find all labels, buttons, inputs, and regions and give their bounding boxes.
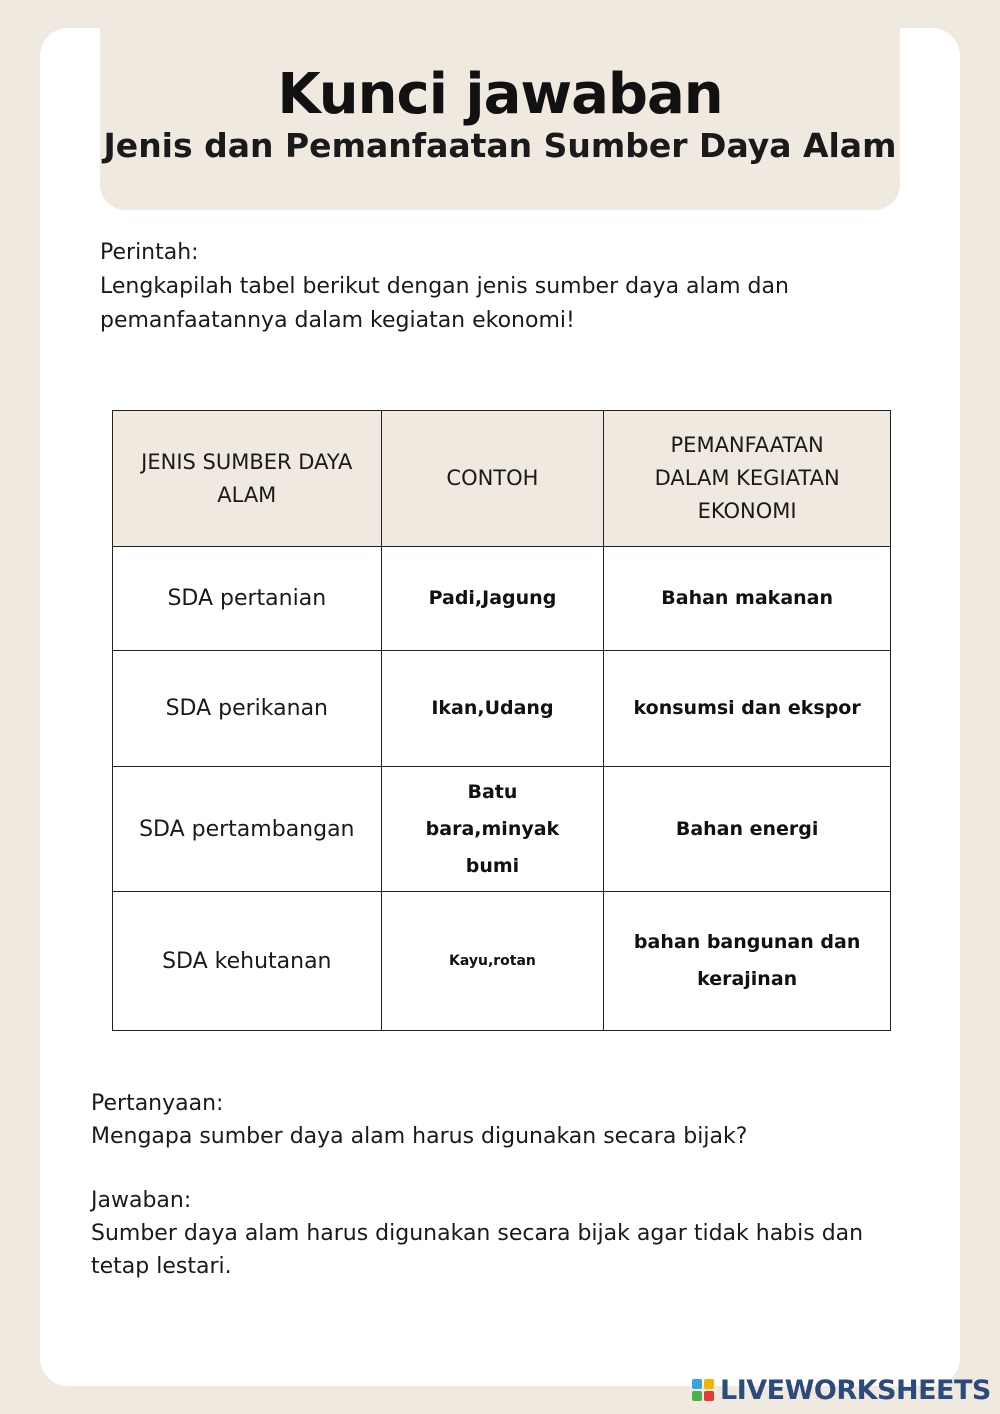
example-answer-cell: Kayu,rotan (381, 892, 604, 1031)
logo-square (692, 1391, 702, 1401)
liveworksheets-logo-icon (692, 1379, 714, 1401)
table-row (113, 651, 891, 767)
table-row (113, 547, 891, 651)
question-label: Pertanyaan: (91, 1091, 224, 1116)
table-header-row (113, 411, 891, 547)
resources-table (112, 410, 891, 1031)
logo-square (704, 1379, 714, 1389)
type-cell: SDA perikanan (113, 651, 382, 767)
answer-block (91, 1184, 891, 1283)
answer-text: Sumber daya alam harus digunakan secara bijak agar tidak habis dan tetap lestari. (91, 1221, 864, 1279)
instruction-block (100, 236, 860, 338)
page-title: Kunci jawaban (277, 62, 723, 127)
example-answer-cell: Ikan,Udang (381, 651, 604, 767)
use-answer-cell: Bahan makanan (604, 547, 891, 651)
type-cell: SDA pertanian (113, 547, 382, 651)
logo-square (704, 1391, 714, 1401)
example-answer-cell: Padi,Jagung (381, 547, 604, 651)
use-answer-cell: Bahan energi (604, 767, 891, 892)
question-text: Mengapa sumber daya alam harus digunakan secara bijak? (91, 1124, 748, 1149)
table-row (113, 767, 891, 892)
table-row (113, 892, 891, 1031)
header-cell-type: JENIS SUMBER DAYA ALAM (113, 411, 382, 547)
liveworksheets-brand (692, 1375, 991, 1405)
page-subtitle: Jenis dan Pemanfaatan Sumber Daya Alam (103, 126, 897, 165)
instruction-label: Perintah: (100, 240, 199, 265)
use-answer-cell: konsumsi dan ekspor (604, 651, 891, 767)
header-cell-example: CONTOH (381, 411, 604, 547)
example-answer-cell: Batu bara,minyak bumi (381, 767, 604, 892)
question-block (91, 1087, 891, 1153)
header-cell-use: PEMANFAATAN DALAM KEGIATAN EKONOMI (604, 411, 891, 547)
instruction-text: Lengkapilah tabel berikut dengan jenis sumber daya alam dan pemanfaatannya dalam kegiatan ekonomi! (100, 274, 789, 333)
type-cell: SDA kehutanan (113, 892, 382, 1031)
type-cell: SDA pertambangan (113, 767, 382, 892)
answer-label: Jawaban: (91, 1188, 192, 1213)
logo-square (692, 1379, 702, 1389)
brand-name: LIVEWORKSHEETS (720, 1374, 991, 1406)
use-answer-cell: bahan bangunan dan kerajinan (604, 892, 891, 1031)
